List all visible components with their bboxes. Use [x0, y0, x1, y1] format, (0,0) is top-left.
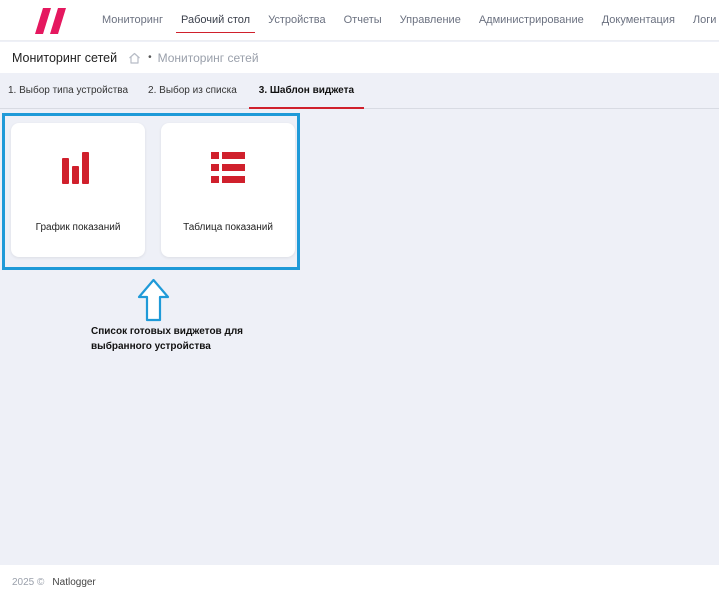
tab-widget-template[interactable]: 3. Шаблон виджета [249, 74, 364, 108]
nav-item-reports[interactable]: Отчеты [343, 14, 382, 26]
nav-item-logs[interactable]: Логи [692, 14, 717, 26]
top-navbar [0, 0, 719, 41]
nav-item-monitoring[interactable]: Мониторинг [102, 14, 164, 26]
copyright: 2025 © [12, 577, 45, 588]
logo-icon[interactable] [34, 8, 70, 34]
tab-device-type[interactable]: 1. Выбор типа устройства [8, 85, 129, 96]
widget-card-table[interactable] [161, 123, 295, 257]
table-icon [211, 152, 245, 184]
widget-card-label: График показаний [35, 222, 121, 233]
breadcrumb-bar [0, 42, 719, 73]
nav-item-devices[interactable]: Устройства [268, 14, 326, 26]
breadcrumb-separator: • [148, 52, 152, 63]
widget-card-label: Таблица показаний [183, 222, 273, 233]
arrow-up-icon [137, 278, 170, 322]
nav-item-administration[interactable]: Администрирование [478, 14, 584, 26]
tab-select-from-list[interactable]: 2. Выбор из списка [148, 85, 237, 96]
bar-chart-icon [61, 152, 95, 184]
page-title: Мониторинг сетей [12, 50, 118, 65]
footer [0, 565, 719, 600]
home-icon[interactable] [128, 52, 141, 64]
nav-item-documentation[interactable]: Документация [601, 14, 675, 26]
footer-brand[interactable]: Natlogger [52, 577, 96, 588]
nav-item-management[interactable]: Управление [399, 14, 461, 26]
breadcrumb[interactable]: Мониторинг сетей [157, 50, 259, 65]
widget-card-chart[interactable] [11, 123, 145, 257]
main-nav [93, 0, 719, 41]
wizard-steps [0, 74, 719, 109]
annotation-note: Список готовых виджетов для выбранного устройства [91, 326, 244, 352]
nav-item-desktop[interactable]: Рабочий стол [172, 0, 259, 41]
main-content [0, 110, 719, 565]
